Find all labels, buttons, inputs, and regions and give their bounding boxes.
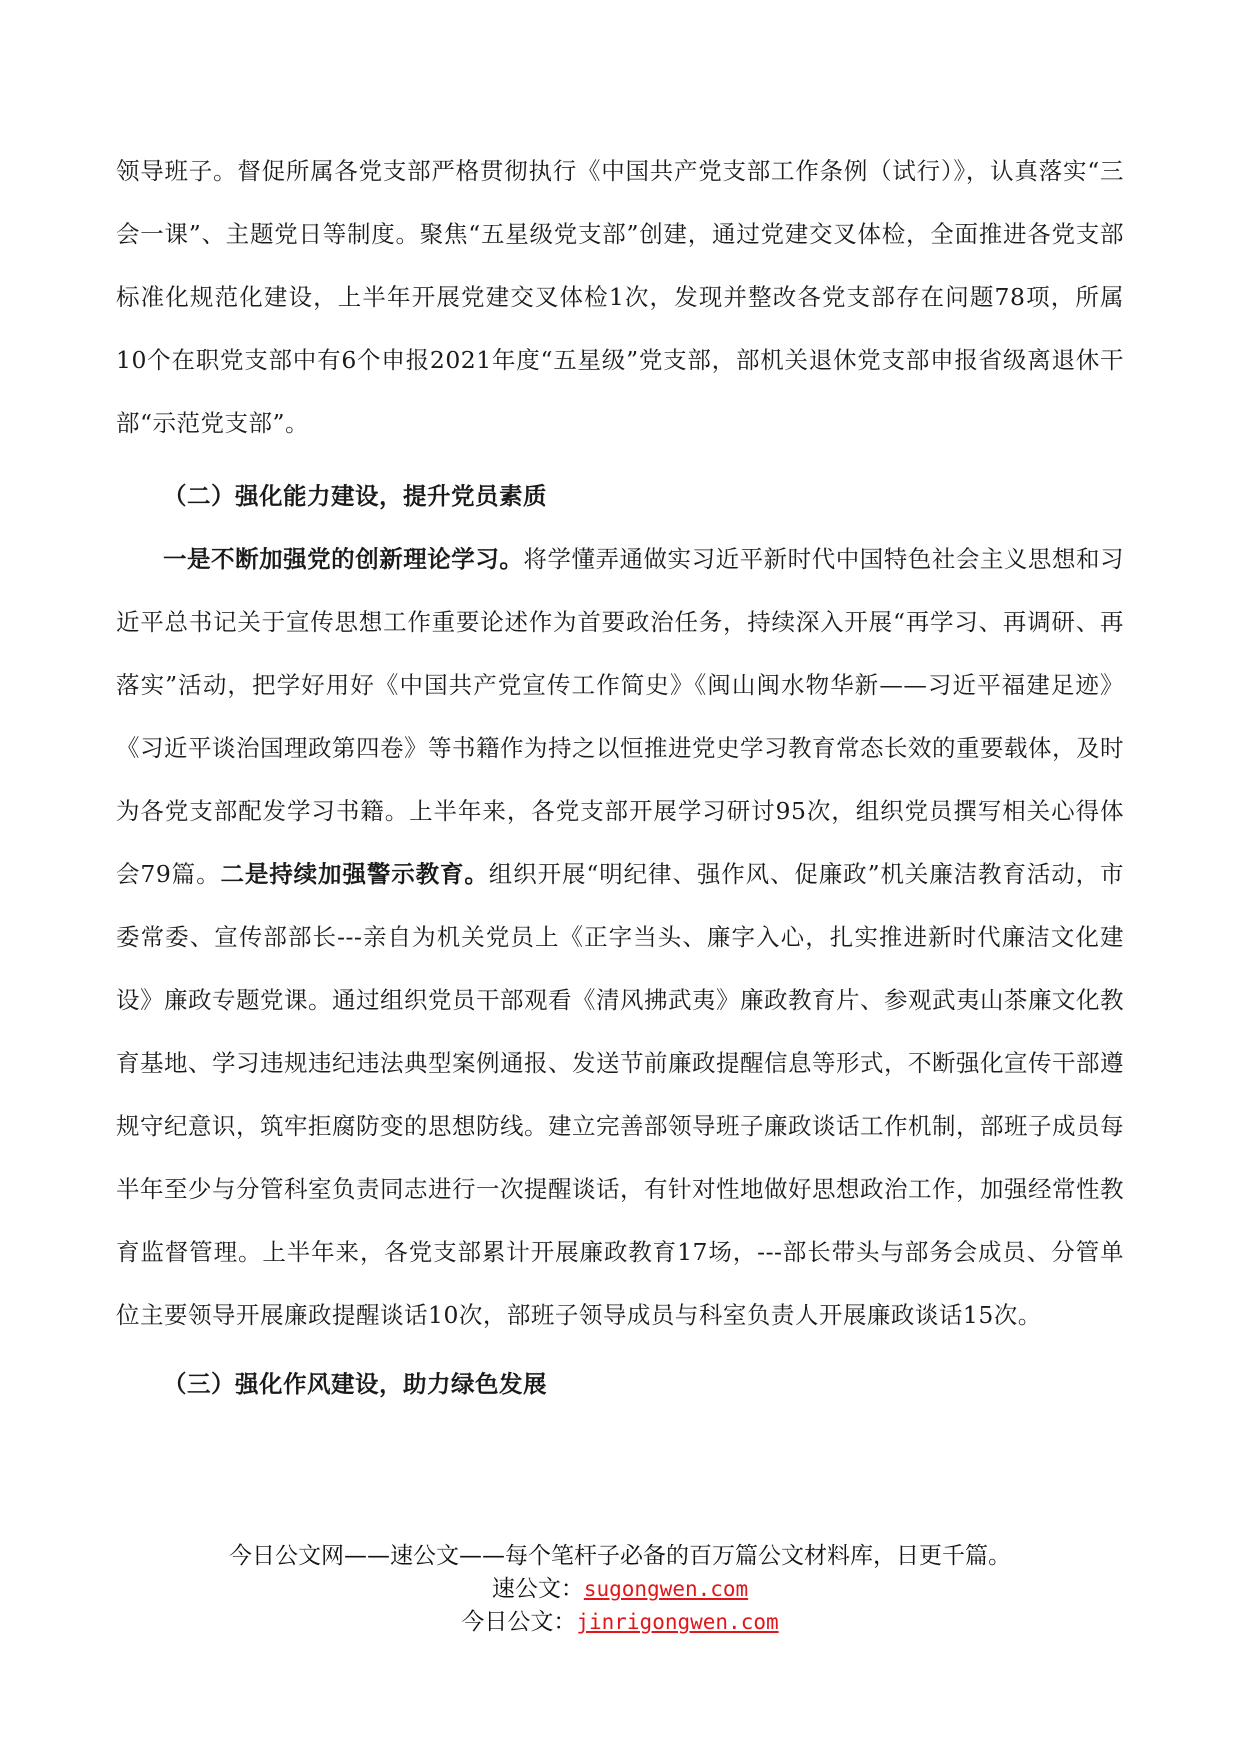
paragraph-leadership: 领导班子。督促所属各党支部严格贯彻执行《中国共产党支部工作条例（试行）》，认真落实“三会一课”、主题党日等制度。聚焦“五星级党支部”创建，通过党建交叉体检，全面推进各党支部标准化规范化建设，上半年开展党建交叉体检1次，发现并整改各党支部存在问题78项，所属10个在职党支部中有6个申报2021年度“五星级”党支部，部机关退休党支部申报省级离退休干部“示范党支部”。 [116, 157, 1124, 437]
footer-tagline: 今日公文网——速公文——每个笔杆子必备的百万篇公文材料库，日更千篇。 [229, 1543, 1011, 1569]
footer-site-1-link[interactable]: sugongwen.com [583, 1577, 749, 1601]
footer [0, 1540, 1240, 1639]
section-heading-3: （三）强化作风建设，助力绿色发展 [163, 1370, 547, 1398]
point-one-label: 一是不断加强党的创新理论学习。 [163, 545, 524, 573]
footer-site-1 [0, 1573, 1240, 1606]
footer-site-2-link[interactable]: jinrigongwen.com [576, 1610, 779, 1634]
footer-site-2 [0, 1606, 1240, 1639]
paragraph-capacity-building [116, 528, 1124, 1347]
point-two-text: 组织开展“明纪律、强作风、促廉政”机关廉洁教育活动，市委常委、宣传部部长---亲自为机关党员上《正字当头、廉字入心，扎实推进新时代廉洁文化建设》廉政专题党课。通过组织党员干部观看《清风拂武夷》廉政教育片、参观武夷山茶廉文化教育基地、学习违规违纪违法典型案例通报、发送节前廉政提醒信息等形式，不断强化宣传干部遵规守纪意识，筑牢拒腐防变的思想防线。建立完善部领导班子廉政谈话工作机制，部班子成员每半年至少与分管科室负责同志进行一次提醒谈话，有针对性地做好思想政治工作，加强经常性教育监督管理。上半年来，各党支部累计开展廉政教育17场，---部长带头与部务会成员、分管单位主要领导开展廉政提醒谈话10次，部班子领导成员与科室负责人开展廉政谈话15次。 [116, 860, 1125, 1329]
footer-site-2-label: 今日公文： [461, 1609, 577, 1635]
point-one-text: 将学懂弄通做实习近平新时代中国特色社会主义思想和习近平总书记关于宣传思想工作重要论述作为首要政治任务，持续深入开展“再学习、再调研、再落实”活动，把学好用好《中国共产党宣传工作简史》《闽山闽水物华新——习近平福建足迹》《习近平谈治国理政第四卷》等书籍作为持之以恒推进党史学习教育常态长效的重要载体，及时为各党支部配发学习书籍。上半年来，各党支部开展学习研讨95次，组织党员撰写相关心得体会79篇。 [116, 545, 1125, 888]
footer-site-1-label: 速公文： [491, 1576, 584, 1602]
document-body [116, 140, 1124, 1416]
point-two-label: 二是持续加强警示教育。 [220, 860, 489, 888]
section-heading-2: （二）强化能力建设，提升党员素质 [163, 482, 547, 510]
